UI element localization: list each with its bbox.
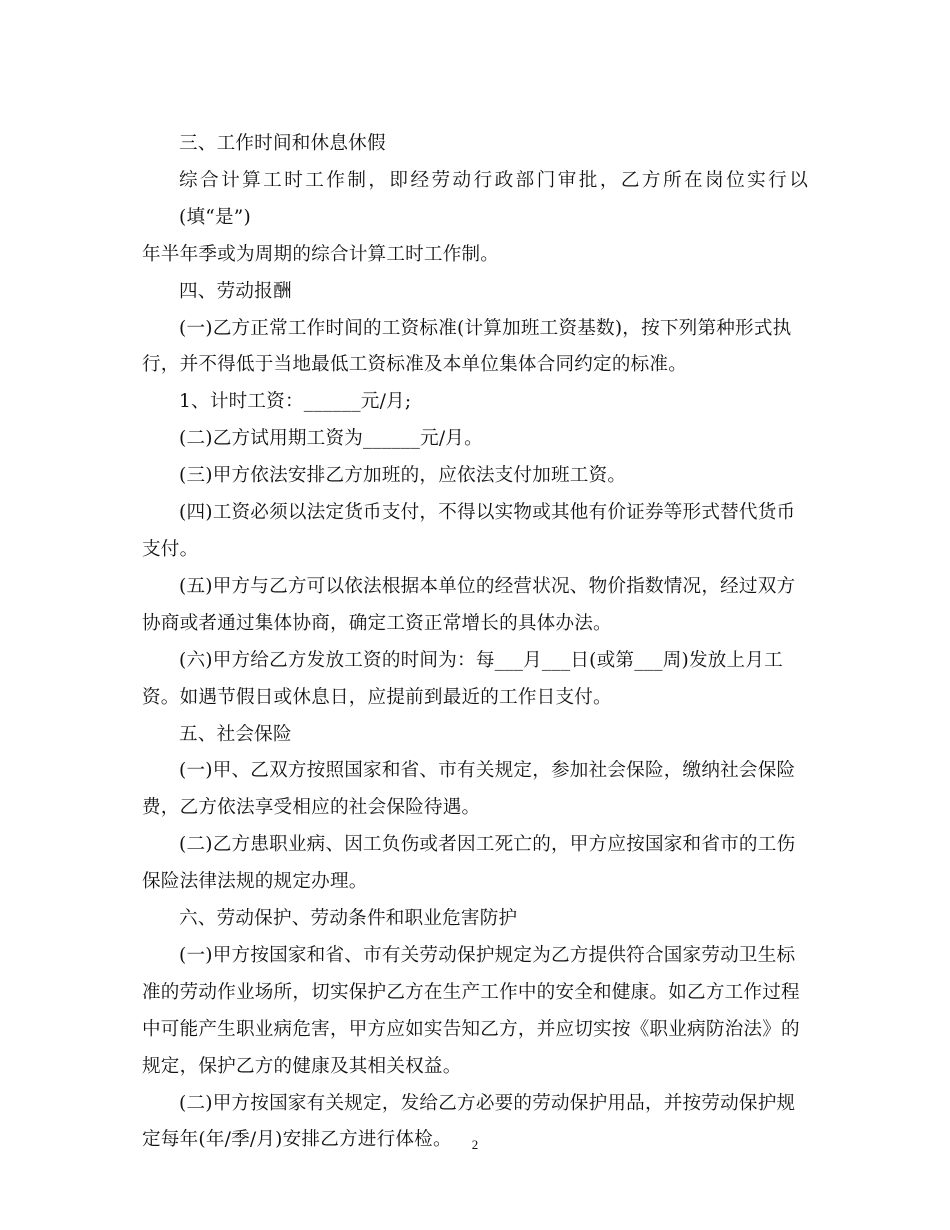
paragraph: (二)乙方患职业病、因工负伤或者因工死亡的，甲方应按国家和省市的工伤 保险法律法规的规定办理。 xyxy=(142,834,796,893)
section-heading: 四、劳动报酬 xyxy=(179,280,292,302)
page-number: 2 xyxy=(471,1137,479,1152)
paragraph: 综合计算工时工作制，即经劳动行政部门审批，乙方所在岗位实行以(填“是”) 年半年季或为周期的综合计算工时工作制。 xyxy=(142,169,808,265)
paragraph: 1、计时工资：______元/月; xyxy=(179,391,412,413)
paragraph: (四)工资必须以法定货币支付，不得以实物或其他有价证券等形式替代货币 支付。 xyxy=(142,502,796,560)
document-body xyxy=(142,126,808,1159)
paragraph: (二)乙方试用期工资为______元/月。 xyxy=(179,428,483,450)
paragraph: (三)甲方依法安排乙方加班的，应依法支付加班工资。 xyxy=(179,465,627,487)
paragraph: (一)乙方正常工作时间的工资标准(计算加班工资基数)，按下列第种形式执 行，并不得低于当地最低工资标准及本单位集体合同约定的标准。 xyxy=(142,317,792,376)
paragraph: (六)甲方给乙方发放工资的时间为：每___月___日(或第___周)发放上月工 资。如遇节假日或休息日，应提前到最近的工作日支付。 xyxy=(142,649,783,708)
paragraph: (一)甲、乙双方按照国家和省、市有关规定，参加社会保险，缴纳社会保险 费，乙方依法享受相应的社会保险待遇。 xyxy=(142,760,796,819)
paragraph: (一)甲方按国家和省、市有关劳动保护规定为乙方提供符合国家劳动卫生标 准的劳动作业场所，切实保护乙方在生产工作中的安全和健康。如乙方工作过程 中可能产生职业病危害，甲方应如实告知乙方，并应切实按《职业病防治法》的 规定，保护乙方的健康及其相关权益。 xyxy=(142,944,800,1077)
section-heading: 五、社会保险 xyxy=(179,723,292,745)
paragraph: (二)甲方按国家有关规定，发给乙方必要的劳动保护用品，并按劳动保护规 定每年(年/季/月)安排乙方进行体检。 xyxy=(142,1092,796,1151)
section-heading: 六、劳动保护、劳动条件和职业危害防护 xyxy=(179,908,518,930)
section-heading: 三、工作时间和休息休假 xyxy=(179,133,386,154)
paragraph: (五)甲方与乙方可以依法根据本单位的经营状况、物价指数情况，经过双方 协商或者通过集体协商，确定工资正常增长的具体办法。 xyxy=(142,575,796,634)
